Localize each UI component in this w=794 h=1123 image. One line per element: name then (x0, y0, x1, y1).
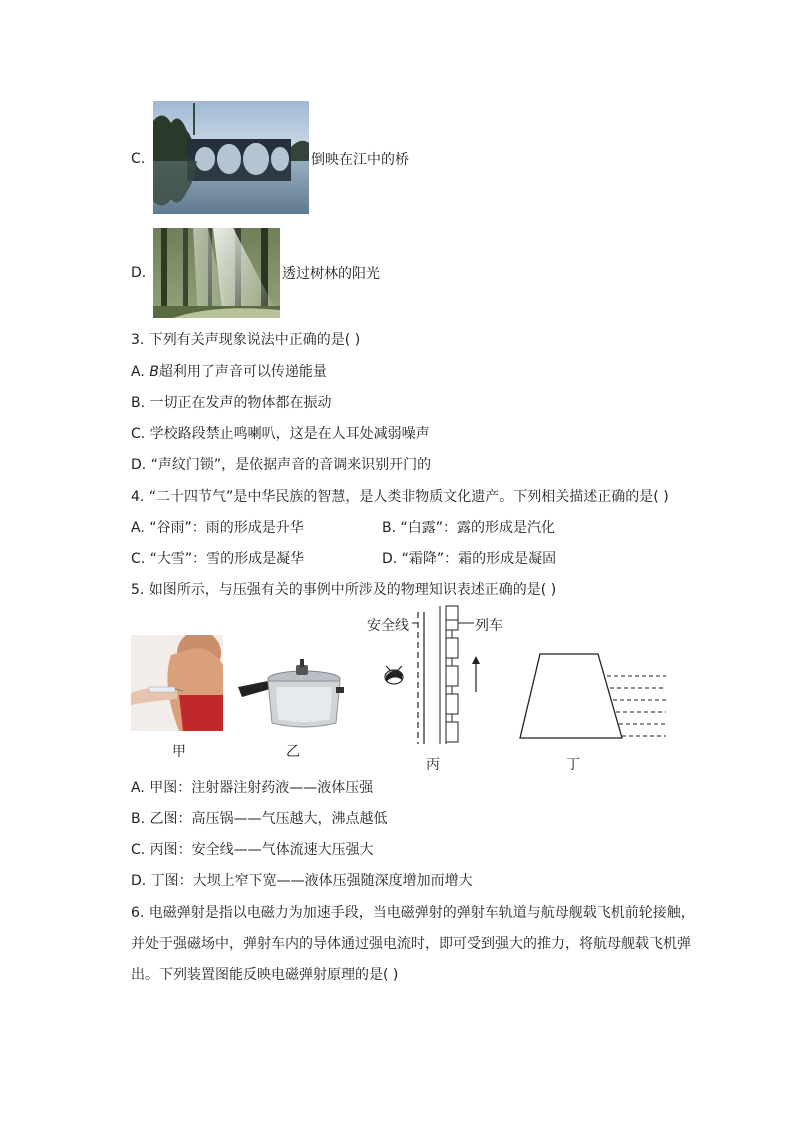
q5-option-d: D. 丁图：大坝上窄下宽——液体压强随深度增加而增大 (131, 873, 473, 889)
q5-option-c: C. 丙图：安全线——气体流速大压强大 (131, 842, 374, 858)
q3-option-d: D. “声纹门锁”，是依据声音的音调来识别开门的 (131, 457, 432, 473)
option-c-text: 倒映在江中的桥 (311, 152, 409, 168)
safety-line-label: 安全线 (367, 618, 409, 634)
q5-stem: 5. 如图所示，与压强有关的事例中所涉及的物理知识表述正确的是( ) (131, 582, 557, 598)
q6-line-1: 6. 电磁弹射是指以电磁力为加速手段，当电磁弹射的弹射车轨道与航母舰载飞机前轮接触， (131, 905, 695, 921)
option-c-label: C. (131, 151, 146, 167)
q6-line-2: 并处于强磁场中，弹射车内的导体通过强电流时，即可受到强大的推力，将航母舰载飞机弹 (131, 936, 691, 952)
q4-stem: 4. “二十四节气”是中华民族的智慧，是人类非物质文化遗产。下列相关描述正确的是( ) (131, 489, 669, 505)
q3-option-b: B. 一切正在发声的物体都在振动 (131, 395, 332, 411)
figure-ding-label: 丁 (566, 757, 580, 773)
bridge-reflection-photo (153, 101, 309, 214)
arrow-up-icon (472, 656, 480, 692)
dam-diagram (518, 650, 668, 742)
option-d-label: D. (131, 265, 147, 281)
forest-sunlight-photo (153, 228, 280, 318)
train-label: 列车 (475, 618, 503, 634)
q3-a-letter: B (149, 364, 159, 380)
q5-option-a: A. 甲图：注射器注射药液——液体压强 (131, 780, 374, 796)
person-icon (385, 666, 403, 684)
injection-photo (131, 635, 223, 731)
option-d-text: 透过树林的阳光 (282, 266, 380, 282)
train-icon (446, 606, 458, 742)
figure-yi-label: 乙 (286, 744, 300, 760)
figure-bing-label: 丙 (426, 757, 440, 773)
q3-option-c: C. 学校路段禁止鸣喇叭，这是在人耳处减弱噪声 (131, 426, 430, 442)
q6-line-3: 出。下列装置图能反映电磁弹射原理的是( ) (131, 967, 399, 983)
q4-option-c: C. “大雪”：雪的形成是凝华 (131, 551, 305, 567)
q4-option-a: A. “谷雨”：雨的形成是升华 (131, 520, 304, 536)
pressure-cooker-photo (236, 657, 346, 731)
q3-a-rest: 超利用了声音可以传递能量 (158, 364, 327, 380)
q5-option-b: B. 乙图：高压锅——气压越大，沸点越低 (131, 811, 388, 827)
q3-option-a (131, 362, 327, 382)
q4-option-b: B. “白露”：露的形成是汽化 (382, 520, 556, 536)
q3-stem: 3. 下列有关声现象说法中正确的是( ) (131, 332, 361, 348)
figure-jia-label: 甲 (172, 744, 186, 760)
q4-option-d: D. “霜降”：霜的形成是凝固 (382, 551, 557, 567)
q3-a-label: A. (131, 364, 145, 380)
